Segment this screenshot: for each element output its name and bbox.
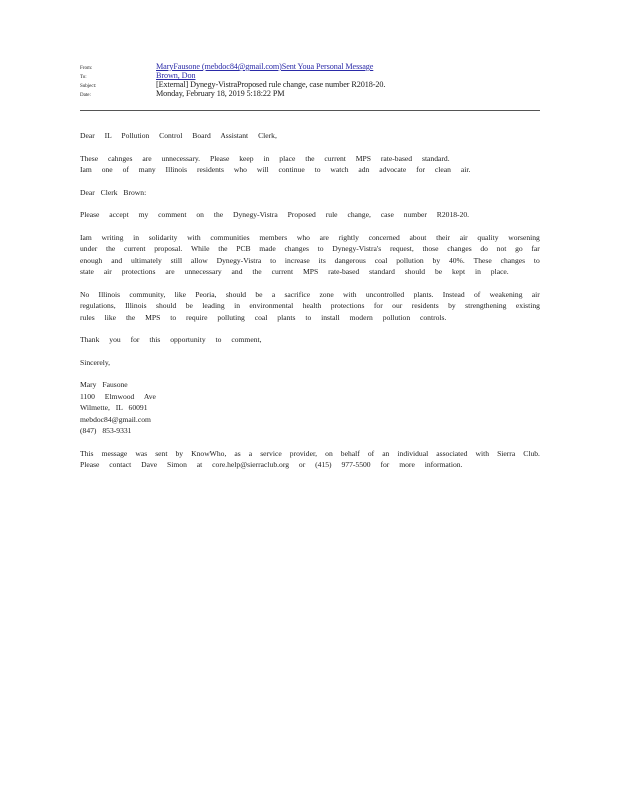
word: While (190, 244, 210, 253)
signature-city: Wilmette, IL 60091 (80, 403, 148, 412)
word: a (248, 448, 253, 458)
word: be (185, 301, 193, 310)
paragraph-2-line: Please accept my comment on the Dynegy-Vistra Proposed rule change, case number R2018-20. (80, 210, 470, 219)
word: Instead (442, 289, 465, 299)
word: as (234, 448, 241, 458)
signature-name: Mary Fausone (80, 380, 128, 389)
word: by (175, 448, 184, 458)
word: increase (284, 255, 310, 265)
word: rightly (338, 232, 359, 242)
word: proposal. (154, 244, 183, 253)
word: in (133, 232, 140, 242)
word: Illinois (98, 289, 121, 299)
word: dangerous (334, 255, 366, 265)
word: Iam (80, 232, 92, 242)
word: quality (477, 232, 499, 242)
word: air (531, 289, 540, 299)
subject-value: [External] Dynegy-VistraProposed rule change, case number R2018-20. (156, 80, 386, 89)
word: leading (202, 301, 225, 310)
paragraph-4-line (80, 289, 540, 301)
word: go (515, 244, 523, 253)
closing (80, 357, 540, 369)
word: to (270, 255, 277, 265)
signature-email[interactable]: mebdoc84@gmail.com (80, 414, 151, 424)
word: message (101, 448, 128, 458)
word: regulations, (80, 301, 116, 310)
from-label: From: (80, 66, 93, 71)
word: by (432, 255, 441, 265)
word: members (259, 232, 288, 242)
word: the (106, 244, 116, 253)
word: an (382, 448, 390, 458)
word: for (373, 301, 383, 310)
paragraph-3-line (80, 255, 540, 267)
word: plants. (413, 289, 434, 299)
word: Peoria, (195, 289, 217, 299)
word: with (475, 448, 490, 458)
greeting-2 (80, 187, 540, 199)
word: like (174, 289, 186, 299)
paragraph-3-line (80, 243, 540, 255)
word: are (319, 232, 329, 242)
word: still (170, 255, 183, 265)
word: should (156, 301, 177, 310)
word: under (80, 244, 98, 253)
email-header (80, 62, 540, 98)
word: made (259, 244, 276, 253)
word: This (80, 448, 94, 458)
signature-phone: (847) 853-9331 (80, 426, 132, 435)
subject-row (80, 80, 540, 89)
word: about (409, 232, 427, 242)
greeting (80, 130, 540, 142)
word: of (474, 289, 481, 299)
word: should (225, 289, 247, 299)
word: the (218, 244, 228, 253)
word: a (271, 289, 276, 299)
word: changes (500, 255, 526, 265)
word: solidarity (148, 232, 178, 242)
word: No (80, 289, 90, 299)
date-row (80, 89, 540, 98)
word: weakening (489, 289, 523, 299)
word: ultimately (131, 255, 162, 265)
word: pollution (396, 255, 424, 265)
word: environmental (249, 301, 294, 310)
word: enough (80, 255, 103, 265)
word: with (343, 289, 357, 299)
word: and (111, 255, 123, 265)
to-label: To: (80, 75, 87, 80)
word: sent (155, 448, 168, 458)
word: writing (101, 232, 124, 242)
paragraph-1-line: Iam one of many Illinois residents who will continue to watch adn advocate for clean air. (80, 165, 471, 174)
paragraph-3-line: state air protections are unnecessary and the current MPS rate-based standard should be kept in place. (80, 267, 509, 276)
subject-label: Subject: (80, 84, 97, 89)
word: behalf (340, 448, 360, 458)
word: coal (374, 255, 388, 265)
signature-block (80, 379, 540, 437)
word: be (255, 289, 263, 299)
word: in (234, 301, 240, 310)
greeting-2-line: Dear Clerk Brown: (80, 187, 147, 197)
word: associated (436, 448, 468, 458)
word: allow (190, 255, 208, 265)
word: do (480, 244, 488, 253)
word: community, (129, 289, 166, 299)
word: changes (284, 244, 309, 253)
to-value[interactable]: Brown, Don (156, 71, 196, 80)
word: service (260, 448, 282, 458)
to-row (80, 71, 540, 80)
word: of (367, 448, 375, 458)
word: current (123, 244, 146, 253)
word: by (448, 301, 456, 310)
paragraph-1 (80, 153, 540, 176)
word: not (496, 244, 507, 253)
word: 40%. (448, 255, 465, 265)
paragraph-4-line (80, 300, 540, 312)
word: worsening (508, 232, 540, 242)
closing-line: Sincerely, (80, 357, 111, 367)
word: who (296, 232, 310, 242)
paragraph-3 (80, 232, 540, 278)
word: those (422, 244, 439, 253)
word: residents (411, 301, 439, 310)
word: changes (447, 244, 472, 253)
from-value[interactable]: MaryFausone (mebdoc84@gmail.com)Sent Youa Personal Message (156, 62, 374, 71)
word: Dynegy-Vistra (216, 255, 262, 265)
header-divider (80, 110, 540, 111)
date-value: Monday, February 18, 2019 5:18:22 PM (156, 89, 285, 98)
greeting-line: Dear IL Pollution Control Board Assistant Clerk, (80, 131, 277, 140)
word: Sierra (497, 448, 516, 458)
footer-line: Please contact Dave Simon at core.help@sierraclub.org or (415) 977-5500 for more information. (80, 460, 463, 469)
word: zone (319, 289, 334, 299)
word: Club. (523, 448, 540, 458)
paragraph-3-line (80, 232, 540, 244)
from-row (80, 62, 540, 71)
word: sacrifice (284, 289, 311, 299)
footer-line (80, 448, 540, 460)
word: their (436, 232, 450, 242)
footer-note (80, 448, 540, 471)
word: individual (397, 448, 429, 458)
word: our (392, 301, 403, 310)
word: communities (210, 232, 250, 242)
word: These (473, 255, 492, 265)
word: was (135, 448, 148, 458)
paragraph-4 (80, 289, 540, 324)
word: existing (515, 301, 540, 310)
word: uncontrolled (365, 289, 405, 299)
paragraph-2 (80, 209, 540, 221)
word: to (533, 255, 540, 265)
signature-street: 1100 Elmwood Ave (80, 391, 156, 401)
date-label: Date: (80, 93, 91, 98)
email-body (80, 130, 540, 482)
word: PCB (236, 244, 251, 253)
word: far (531, 244, 540, 253)
word: its (318, 255, 326, 265)
paragraph-4-line: rules like the MPS to require polluting coal plants to install modern pollution controls. (80, 312, 447, 322)
word: protections (330, 301, 365, 310)
word: concerned (368, 232, 400, 242)
word: air (459, 232, 468, 242)
word: request, (389, 244, 414, 253)
word: Illinois (125, 301, 147, 310)
word: with (187, 232, 201, 242)
word: strengthening (465, 301, 507, 310)
thanks (80, 334, 540, 346)
paragraph-1-line: These cahnges are unnecessary. Please keep in place the current MPS rate-based standard. (80, 153, 450, 163)
word: KnowWho, (191, 448, 227, 458)
word: Dynegy-Vistra's (332, 244, 382, 253)
word: health (302, 301, 322, 310)
word: on (325, 448, 333, 458)
word: to (317, 244, 324, 253)
thanks-line: Thank you for this opportunity to comment, (80, 335, 262, 344)
word: provider, (289, 448, 318, 458)
